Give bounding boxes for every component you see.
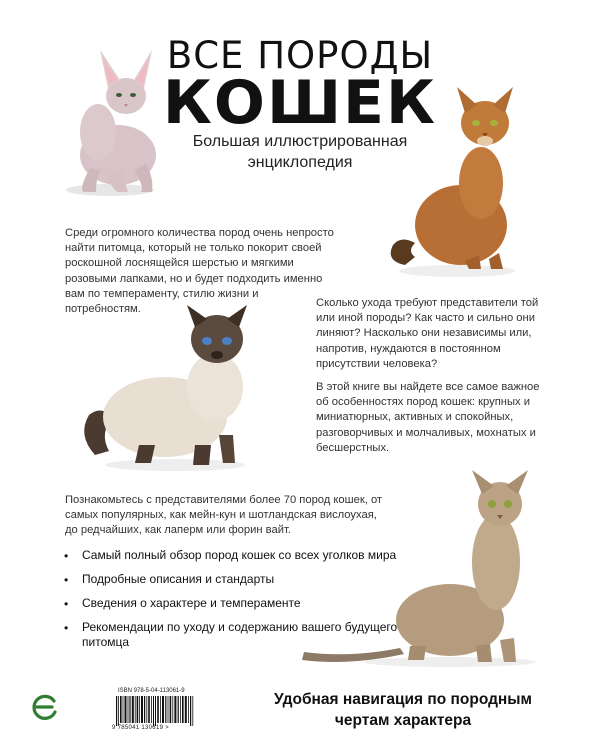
book-title-line2: КОШЕК: [162, 68, 438, 138]
subtitle-line1: Большая иллюстрированная: [192, 133, 408, 150]
barcode-digits: 9 785041 130619 >: [112, 725, 169, 731]
isbn-label: ISBN 978-5-04-113061-9: [118, 688, 185, 694]
bullet-item: • Подробные описания и стандарты: [64, 572, 275, 587]
breeds-paragraph: Познакомьтесь с представителями более 70 пород кошек, от самых популярных, как мейн-кун и шотландская вислоухая, до редчайших, как лаперм или форин вайт.: [65, 494, 383, 537]
bullet-dot-icon: •: [64, 621, 69, 635]
tagline-line1: Удобная навигация по породным: [273, 691, 532, 708]
sphynx-cat-photo: [48, 40, 168, 200]
intro-paragraph: Среди огромного количества пород очень непросто найти питомца, который не только покорит своей роскошной лоснящейся шерстью и мягкими розовыми лапками, но и будет подходить именно вам по темпераменту, стилю жизни и потребностям.: [65, 227, 334, 316]
abyssinian-cat-photo: [385, 85, 535, 285]
features-paragraph: В этой книге вы найдете все самое важное об особенностях пород кошек: крупных и миниатюрных, активных и спокойных, разговорчивых и молчаливых, мохнатых и бесшерстных.: [316, 381, 540, 454]
tagline-line2: чертам характера: [334, 712, 472, 729]
publisher-logo-icon: [30, 692, 60, 722]
barcode-icon: [116, 696, 196, 726]
book-title-line1: ВСЕ ПОРОДЫ: [166, 34, 434, 77]
subtitle-line2: энциклопедия: [247, 154, 353, 171]
navigation-tagline: [218, 689, 588, 731]
bullet-dot-icon: •: [64, 597, 69, 611]
bullet-item: • Сведения о характере и темпераменте: [64, 596, 301, 611]
care-paragraph: Сколько ухода требуют представители той или иной породы? Как часто и сильно они линяют? Насколько они независимы или, напротив, нуждаются в постоянном присутствии человека?: [316, 297, 539, 370]
feature-bullet-list: [62, 548, 402, 659]
balinese-cat-photo: [75, 305, 255, 475]
bullet-item: • Самый полный обзор пород кошек со всех уголков мира: [64, 548, 397, 563]
bullet-item: • Рекомендации по уходу и содержанию вашего будущего питомца: [64, 620, 398, 649]
bullet-dot-icon: •: [64, 549, 69, 563]
bullet-dot-icon: •: [64, 573, 69, 587]
